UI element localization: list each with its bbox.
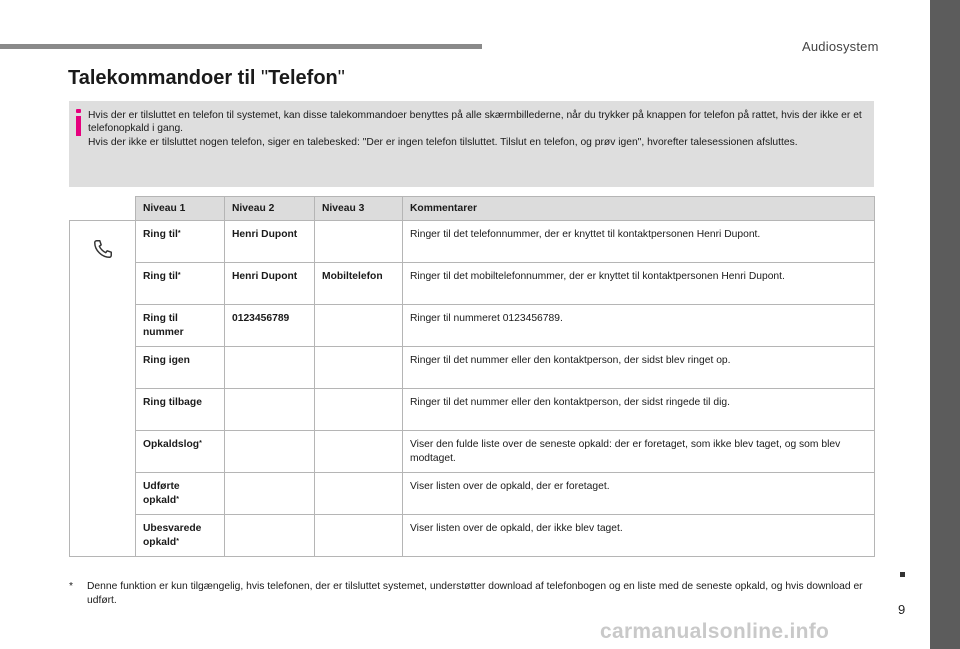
row6-level1: Opkaldslog* bbox=[136, 431, 225, 473]
side-marker bbox=[900, 572, 905, 577]
row8-level1: Ubesvarede opkald* bbox=[136, 515, 225, 557]
row4-comment: Ringer til det nummer eller den kontaktperson, der sidst blev ringet op. bbox=[403, 347, 875, 389]
header-comment: Kommentarer bbox=[403, 197, 875, 221]
header-level2: Niveau 2 bbox=[225, 197, 315, 221]
row7-level2 bbox=[225, 473, 315, 515]
page-title-main: Talekommandoer til bbox=[68, 67, 262, 89]
row2-level2: Henri Dupont bbox=[225, 263, 315, 305]
header-level1: Niveau 1 bbox=[136, 197, 225, 221]
header-level3: Niveau 3 bbox=[315, 197, 403, 221]
table-row bbox=[70, 473, 875, 515]
row1-level1: Ring til* bbox=[136, 221, 225, 263]
row5-level1: Ring tilbage bbox=[136, 389, 225, 431]
page-number: 9 bbox=[898, 602, 906, 617]
info-text-2: Hvis der ikke er tilsluttet nogen telefon, siger en talebesked: "Der er ingen telefon tilsluttet. Tilslut en telefon, og prøv igen", hvorefter talesessionen afsluttes. bbox=[88, 136, 798, 148]
row1-level3 bbox=[315, 221, 403, 263]
row2-comment: Ringer til det mobiltelefonnummer, der er knyttet til kontaktpersonen Henri Dupont. bbox=[403, 263, 875, 305]
row4-level1: Ring igen bbox=[136, 347, 225, 389]
info-icon bbox=[76, 109, 83, 136]
footnote-text: Denne funktion er kun tilgængelig, hvis telefonen, der er tilsluttet systemet, understøtter download af telefonbogen og en liste med de seneste opkald, og hvis download er udført. bbox=[87, 581, 863, 606]
voice-command-table bbox=[69, 196, 875, 557]
open-quote: " bbox=[261, 67, 269, 89]
row7-comment: Viser listen over de opkald, der er foretaget. bbox=[403, 473, 875, 515]
watermark: carmanualsonline.info bbox=[600, 620, 830, 643]
phone-handset-icon bbox=[92, 238, 114, 260]
table-row bbox=[70, 431, 875, 473]
row8-comment: Viser listen over de opkald, der ikke blev taget. bbox=[403, 515, 875, 557]
footnote bbox=[69, 580, 869, 607]
row4-level3 bbox=[315, 347, 403, 389]
table-row bbox=[70, 221, 875, 263]
footnote-marker: * bbox=[69, 581, 74, 592]
row5-comment: Ringer til det nummer eller den kontaktperson, der sidst ringede til dig. bbox=[403, 389, 875, 431]
section-label: Audiosystem bbox=[802, 39, 879, 54]
row3-level2: 0123456789 bbox=[225, 305, 315, 347]
table-row bbox=[70, 389, 875, 431]
row7-level1: Udførte opkald* bbox=[136, 473, 225, 515]
row3-level3 bbox=[315, 305, 403, 347]
row3-level1: Ring til nummer bbox=[136, 305, 225, 347]
info-text-1: Hvis der er tilsluttet en telefon til systemet, kan disse talekommandoer benyttes på alle skærmbillederne, når du trykker på knappen for telefon på rattet, hvis der ikke er et telefonopkald i gang. bbox=[88, 110, 862, 135]
row5-level2 bbox=[225, 389, 315, 431]
close-quote: " bbox=[337, 67, 345, 89]
row8-level2 bbox=[225, 515, 315, 557]
icon-cell bbox=[70, 221, 136, 557]
table-row bbox=[70, 347, 875, 389]
row8-level3 bbox=[315, 515, 403, 557]
table-row bbox=[70, 515, 875, 557]
row4-level2 bbox=[225, 347, 315, 389]
row2-level3: Mobiltelefon bbox=[315, 263, 403, 305]
row2-level1: Ring til* bbox=[136, 263, 225, 305]
row3-comment: Ringer til nummeret 0123456789. bbox=[403, 305, 875, 347]
row1-comment: Ringer til det telefonnummer, der er knyttet til kontaktpersonen Henri Dupont. bbox=[403, 221, 875, 263]
row7-level3 bbox=[315, 473, 403, 515]
page-title bbox=[68, 67, 345, 90]
info-box bbox=[69, 101, 874, 187]
row1-level2: Henri Dupont bbox=[225, 221, 315, 263]
row6-comment: Viser den fulde liste over de seneste opkald: der er foretaget, som ikke blev taget, og som blev modtaget. bbox=[403, 431, 875, 473]
row5-level3 bbox=[315, 389, 403, 431]
table-row bbox=[70, 263, 875, 305]
top-rule bbox=[0, 44, 482, 49]
side-bar bbox=[930, 0, 960, 649]
table-header-row bbox=[70, 197, 875, 221]
row6-level3 bbox=[315, 431, 403, 473]
page-title-word: Telefon bbox=[268, 67, 338, 89]
row6-level2 bbox=[225, 431, 315, 473]
table-row bbox=[70, 305, 875, 347]
header-blank bbox=[70, 197, 136, 221]
